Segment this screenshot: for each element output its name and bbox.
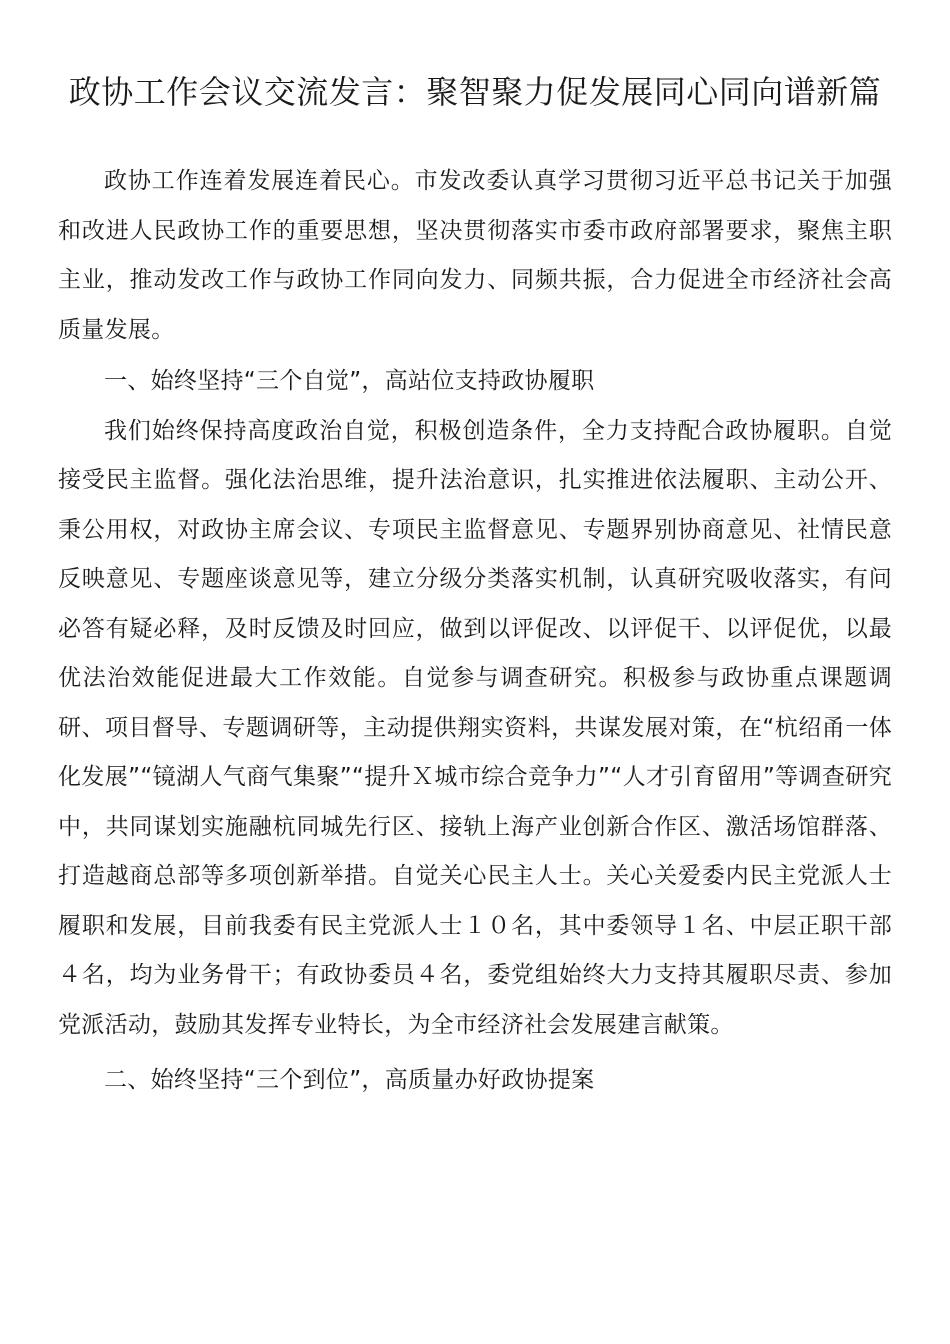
intro-paragraph: 政协工作连着发展连着民心。市发改委认真学习贯彻习近平总书记关于加强和改进人民政协工作的重要思想，坚决贯彻落实市委市政府部署要求，聚焦主职主业，推动发改工作与政协工作同向发力、同频共振，合力促进全市经济社会高质量发展。	[58, 168, 892, 343]
document-body	[58, 157, 892, 1106]
document-title: 政协工作会议交流发言：聚智聚力促发展同心同向谱新篇	[68, 73, 882, 111]
section-1-paragraph: 我们始终保持高度政治自觉，积极创造条件，全力支持配合政协履职。自觉接受民主监督。强化法治思维，提升法治意识，扎实推进依法履职、主动公开、秉公用权，对政协主席会议、专项民主监督意见、专题界别协商意见、社情民意反映意见、专题座谈意见等，建立分级分类落实机制，认真研究吸收落实，有问必答有疑必释，及时反馈及时回应，做到以评促改、以评促干、以评促优，以最优法治效能促进最大工作效能。自觉参与调查研究。积极参与政协重点课题调研、项目督导、专题调研等，主动提供翔实资料，共谋发展对策，在“杭绍甬一体化发展”“镜湖人气商气集聚”“提升Ｘ城市综合竞争力”“人才引育留用”等调查研究中，共同谋划实施融杭同城先行区、接轨上海产业创新合作区、激活场馆群落、打造越商总部等多项创新举措。自觉关心民主人士。关心关爱委内民主党派人士履职和发展，目前我委有民主党派人士１０名，其中委领导１名、中层正职干部４名，均为业务骨干；有政协委员４名，委党组始终大力支持其履职尽责、参加党派活动，鼓励其发挥专业特长，为全市经济社会发展建言献策。	[58, 417, 892, 1038]
section-2-heading: 二、始终坚持“三个到位”，高质量办好政协提案	[104, 1067, 595, 1093]
section-1-heading: 一、始终坚持“三个自觉”，高站位支持政协履职	[104, 368, 595, 394]
